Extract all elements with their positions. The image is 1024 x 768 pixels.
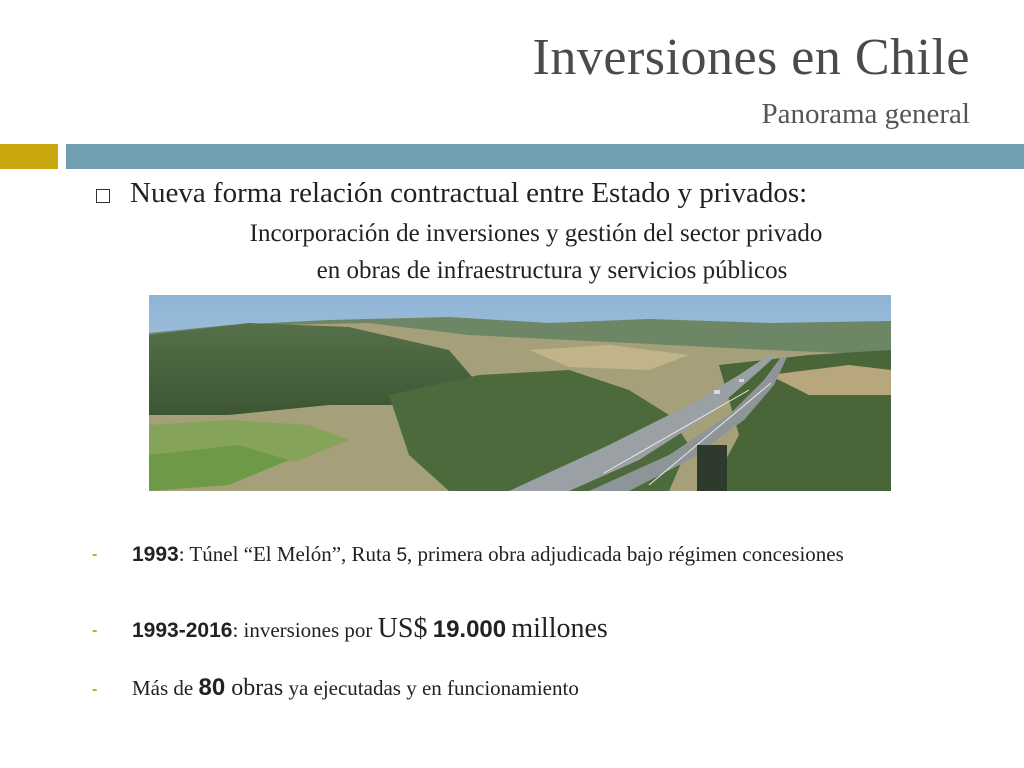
item-amount: 19.000: [432, 616, 507, 643]
item-count: 80: [198, 674, 226, 701]
slide-title: Inversiones en Chile: [532, 29, 970, 86]
item-unit: millones: [511, 613, 608, 644]
dash-bullet-icon: -: [92, 681, 98, 698]
list-item-text: [132, 615, 932, 645]
slide-subtitle: Panorama general: [761, 98, 970, 130]
accent-bar: [0, 144, 58, 169]
item-currency: US$: [377, 613, 428, 644]
dash-bullet-icon: -: [92, 546, 98, 563]
highway-landscape-photo: [149, 295, 891, 491]
item-prefix: Más de: [132, 676, 199, 700]
item-year: 1993: [132, 543, 179, 566]
square-bullet-icon: [96, 189, 110, 203]
item-text-b: , primera obra adjudicada bajo régimen concesiones: [407, 542, 844, 566]
main-bullet-point: [96, 177, 807, 210]
list-item-text: [132, 543, 932, 567]
item-text-a: : Túnel “El Melón”, Ruta: [178, 542, 397, 566]
item-text-a: : inversiones por: [232, 618, 378, 642]
dash-bullet-icon: -: [92, 622, 98, 639]
item-year: 1993-2016: [132, 619, 233, 642]
main-bullet-text: Nueva forma relación contractual entre Estado y privados:: [130, 177, 808, 209]
sub-text-line-2: en obras de infraestructura y servicios públicos: [316, 257, 788, 284]
item-rest: ya ejecutadas y en funcionamiento: [283, 676, 579, 700]
list-item-text: [132, 674, 932, 702]
header-band: [66, 144, 1024, 169]
sub-text-line-1: Incorporación de inversiones y gestión del sector privado: [249, 220, 823, 247]
item-number: 5: [396, 545, 408, 566]
item-word: obras: [225, 675, 284, 701]
